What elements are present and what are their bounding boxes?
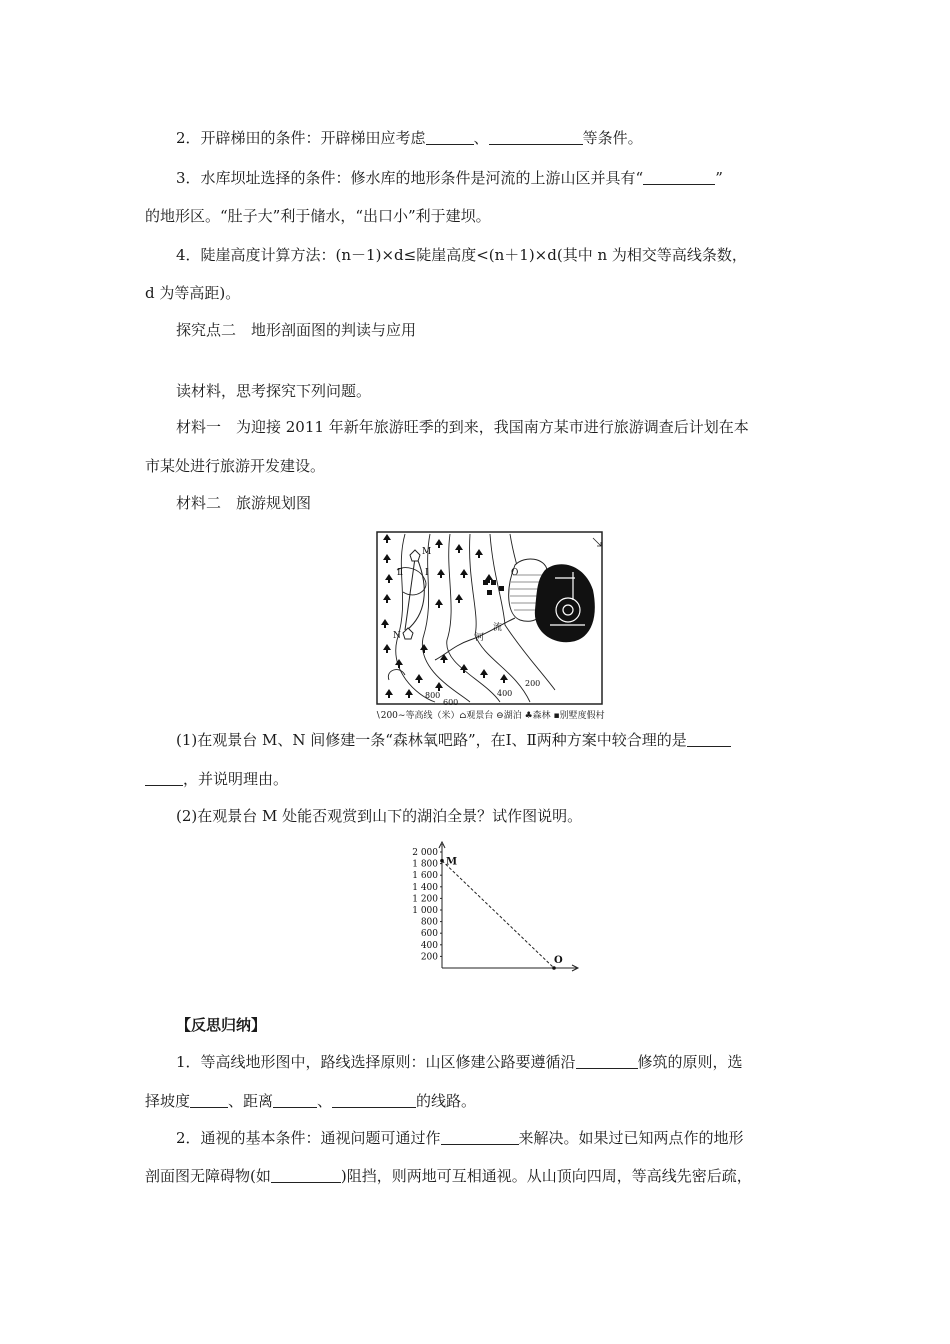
answer-blank[interactable] bbox=[426, 129, 474, 145]
answer-blank[interactable] bbox=[332, 1092, 416, 1108]
contour-label: 200 bbox=[525, 679, 541, 688]
text-segment: 等条件。 bbox=[582, 129, 643, 147]
text-segment: 来解决。如果过已知两点作的地形 bbox=[518, 1129, 744, 1147]
answer-blank[interactable] bbox=[687, 731, 731, 747]
y-tick-label: 2 000 bbox=[412, 848, 438, 858]
contour-label: 400 bbox=[497, 689, 513, 698]
text-segment: 1．等高线地形图中，路线选择原则：山区修建公路要遵循沿 bbox=[176, 1053, 576, 1071]
y-tick-label: 800 bbox=[420, 917, 438, 928]
point-label-O: O bbox=[554, 955, 563, 966]
y-tick-label: 1 000 bbox=[412, 906, 438, 916]
text-line: 4．陡崖高度计算方法：(n－1)×d≤陡崖高度<(n＋1)×d(其中 n 为相交等高线条数， bbox=[176, 246, 747, 264]
y-tick-label: 200 bbox=[420, 952, 438, 963]
sight-line bbox=[442, 861, 554, 968]
label-route-I: Ⅰ bbox=[425, 568, 429, 578]
question-1 bbox=[176, 730, 731, 750]
text-line-reservoir bbox=[176, 168, 723, 188]
text-segment: 3．水库坝址选择的条件：修水库的地形条件是河流的上游山区并具有“ bbox=[176, 169, 644, 187]
label-O: O bbox=[511, 568, 519, 578]
question-1-cont bbox=[145, 769, 288, 789]
text-segment: 的线路。 bbox=[416, 1092, 477, 1110]
text-line: 读材料，思考探究下列问题。 bbox=[176, 382, 372, 400]
text-segment: 、 bbox=[317, 1092, 333, 1110]
label-river-1: 流 bbox=[493, 623, 503, 633]
text-segment: 择坡度 bbox=[145, 1092, 191, 1110]
contour-label: 800 bbox=[425, 691, 441, 700]
tourism-map bbox=[375, 530, 605, 708]
answer-blank[interactable] bbox=[190, 1092, 228, 1108]
contour-label: 600 bbox=[443, 698, 459, 707]
question-2: (2)在观景台 M 处能否观赏到山下的湖泊全景？试作图说明。 bbox=[176, 807, 583, 825]
answer-blank[interactable] bbox=[273, 1092, 317, 1108]
text-line-terrace bbox=[176, 128, 643, 148]
answer-blank[interactable] bbox=[489, 129, 583, 145]
y-tick-label: 1 800 bbox=[412, 859, 438, 870]
text-segment: 2．通视的基本条件：通视问题可通过作 bbox=[176, 1129, 441, 1147]
point-label-M: M bbox=[446, 856, 458, 868]
section-heading: 探究点二 地形剖面图的判读与应用 bbox=[176, 321, 417, 339]
y-tick-label: 1 200 bbox=[412, 894, 438, 905]
text-line: 的地形区。“肚子大”利于储水，“出口小”利于建坝。 bbox=[145, 207, 491, 225]
y-tick-label: 1 600 bbox=[412, 871, 438, 882]
label-M: M bbox=[422, 547, 432, 557]
text-segment: 修筑的原则，选 bbox=[637, 1053, 743, 1071]
text-segment: (1)在观景台 M、N 间修建一条“森林氧吧路”，在Ⅰ、Ⅱ两种方案中较合理的是 bbox=[176, 731, 687, 749]
y-tick-label: 600 bbox=[420, 929, 438, 940]
y-tick-label: 400 bbox=[420, 940, 438, 951]
point-M bbox=[440, 859, 444, 863]
answer-blank[interactable] bbox=[145, 770, 183, 786]
text-line: 材料二 旅游规划图 bbox=[176, 494, 312, 512]
answer-blank[interactable] bbox=[441, 1129, 519, 1145]
y-tick-label: 1 400 bbox=[412, 882, 438, 893]
profile-chart bbox=[400, 840, 585, 975]
answer-blank[interactable] bbox=[643, 169, 715, 185]
text-line-route-criteria bbox=[145, 1091, 476, 1111]
map-legend: ∖200∼等高线（米）⌂观景台 ⊖湖泊 ♣森林 ▪别墅度假村 bbox=[375, 711, 605, 721]
text-segment: ” bbox=[715, 169, 723, 187]
label-route-II: Ⅱ bbox=[397, 568, 404, 578]
answer-blank[interactable] bbox=[271, 1167, 341, 1183]
text-line: 材料一 为迎接 2011 年新年旅游旺季的到来，我国南方某市进行旅游调查后计划在本 bbox=[176, 418, 749, 436]
text-segment: 剖面图无障碍物(如 bbox=[145, 1167, 271, 1185]
text-segment: 、 bbox=[473, 129, 489, 147]
text-line-route-principle bbox=[176, 1052, 743, 1072]
text-line-visibility-cont bbox=[145, 1166, 752, 1186]
text-segment: 2．开辟梯田的条件：开辟梯田应考虑 bbox=[176, 129, 426, 147]
reflection-heading: 【反思归纳】 bbox=[176, 1016, 267, 1034]
label-N: N bbox=[393, 631, 401, 641]
text-segment: )阻挡，则两地可互相通视。从山顶向四周，等高线先密后疏， bbox=[340, 1167, 752, 1185]
answer-blank[interactable] bbox=[576, 1053, 638, 1069]
text-line-visibility bbox=[176, 1128, 744, 1148]
text-segment: ，并说明理由。 bbox=[183, 770, 289, 788]
text-segment: 、距离 bbox=[228, 1092, 274, 1110]
label-river-2: 河 bbox=[475, 633, 485, 643]
point-O bbox=[552, 966, 556, 970]
text-line: d 为等高距)。 bbox=[145, 284, 241, 302]
text-line: 市某处进行旅游开发建设。 bbox=[145, 457, 326, 475]
